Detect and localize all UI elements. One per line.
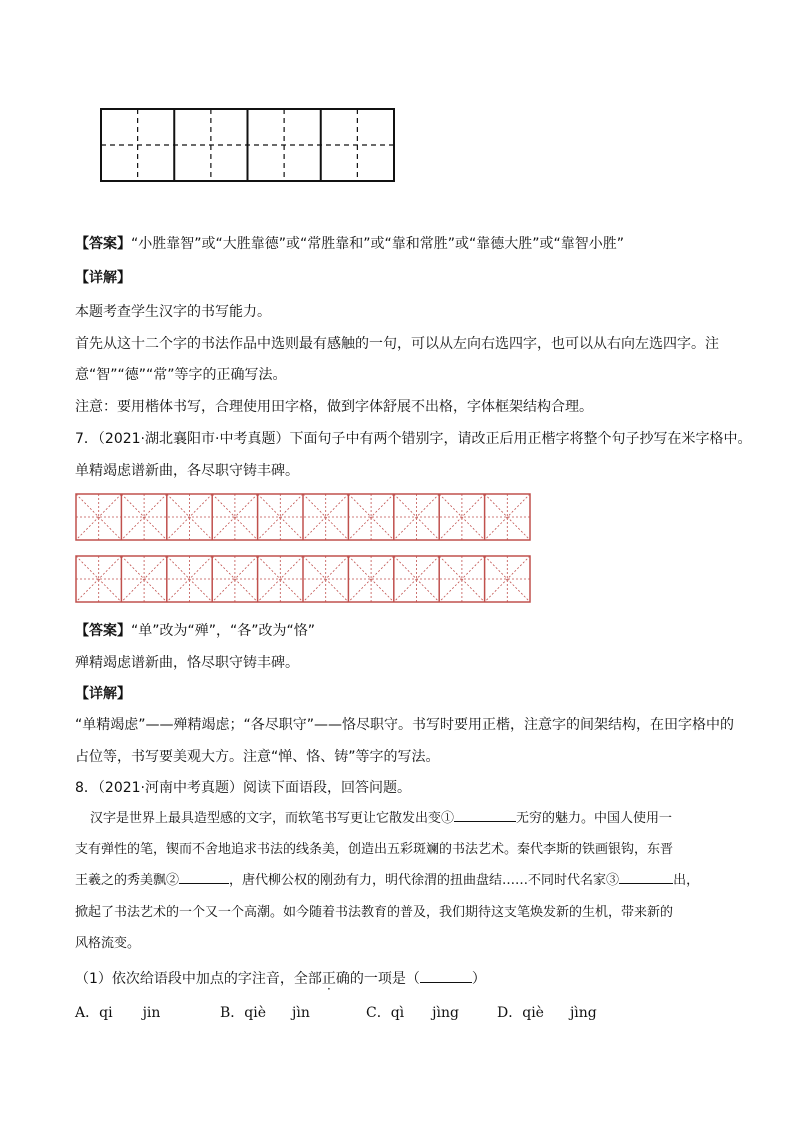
blank-2[interactable]: ② (166, 873, 229, 888)
detail-paragraph: 注意：要用楷体书写，合理使用田字格，做到字体舒展不出格，字体框架结构合理。 (75, 399, 593, 415)
answer-label: 【答案】 (75, 623, 131, 639)
option-b[interactable]: B．qiè jìn (220, 1005, 310, 1021)
passage-line: 支有弹性的笔，锲 ·而不舍地追求书法的线条美，创造出五彩斑斓的书法艺术。秦代李斯的铁画银钩，东晋 (75, 833, 673, 866)
question-source: （2021·湖北襄阳市·中考真题） (97, 431, 290, 447)
answer-blank[interactable] (420, 982, 472, 983)
mizige-grid (75, 493, 531, 541)
detail-paragraph: 意“智”“德”“常”等字的正确写法。 (75, 367, 287, 383)
answer-text: “单”改为“殚”，“各”改为“恪” (131, 623, 316, 639)
question-number: 8． (75, 780, 98, 796)
detail-paragraph: “单精竭虑”——殚精竭虑；“各尽职守”——恪尽职守。书写时要用正楷，注意字的间架结构，在田字格中的 (75, 717, 735, 733)
tianzige-grid (100, 108, 395, 182)
dotted-char: 锲 · (166, 842, 179, 857)
detail-paragraph: 占位等，书写要美观大方。注意“惮、恪、铸”等字的写法。 (75, 749, 440, 765)
question-number: 7． (75, 431, 98, 447)
mizige-grid (75, 555, 531, 603)
answer-label: 【答案】 (75, 236, 131, 252)
passage-line: 掀起了书法艺术的一个又一个高潮。如今随着书法教育的普及，我们期待这支笔焕发新的生机，带来新的 (75, 905, 674, 920)
detail-paragraph: 首先从这十二个字的书法作品中选则最有感触的一句，可以从左向右选四字，也可以从右向左选四字。注 (75, 336, 719, 352)
question-7 (75, 428, 751, 448)
option-c[interactable]: C．qì jìng (366, 1005, 459, 1021)
passage-line: 风格流变。 (75, 936, 141, 951)
option-d[interactable]: D．qiè jìng (497, 1005, 597, 1021)
option-a[interactable]: A．qi jin (75, 1005, 161, 1021)
answer-text: “小胜靠智”或“大胜靠德”或“常胜靠和”或“靠和常胜”或“靠德大胜”或“靠智小胜” (131, 236, 625, 252)
answer-6 (75, 233, 624, 253)
question-sentence: 单精竭虑谱新曲，各尽职守铸丰碑。 (75, 463, 299, 479)
detail-label: 【详解】 (75, 686, 131, 702)
question-text: 阅读下面语段，回答问题。 (243, 780, 412, 796)
detail-label: 【详解】 (75, 270, 131, 286)
dotted-char: 正 (321, 971, 336, 987)
question-text: 下面句子中有两个错别字，请改正后用正楷字将整个句子抄写在米字格中。 (289, 431, 752, 447)
question-source: （2021·河南中考真题） (97, 780, 244, 796)
blank-1[interactable]: ① (441, 811, 516, 826)
blank-3[interactable]: ③ (606, 873, 673, 888)
answer-line: 殚精竭虑谱新曲，恪尽职守铸丰碑。 (75, 655, 299, 671)
answer-7 (75, 620, 315, 640)
question-8 (75, 777, 411, 797)
sub-question-1: （1）依次给语段中加点的字注音，全部正确的一项是（ ） (75, 971, 486, 987)
passage-line: 汉字是世界上最具造型感的文字，而软笔书写更让它散发出变① 无穷的魅力。中国人使用一 (90, 811, 673, 826)
passage-line: 王羲之的秀美飘② ，唐代柳公权的刚劲有力，明代徐渭的扭曲盘结……不同时代名家③ 出， (75, 873, 700, 888)
detail-paragraph: 本题考查学生汉字的书写能力。 (75, 304, 271, 320)
